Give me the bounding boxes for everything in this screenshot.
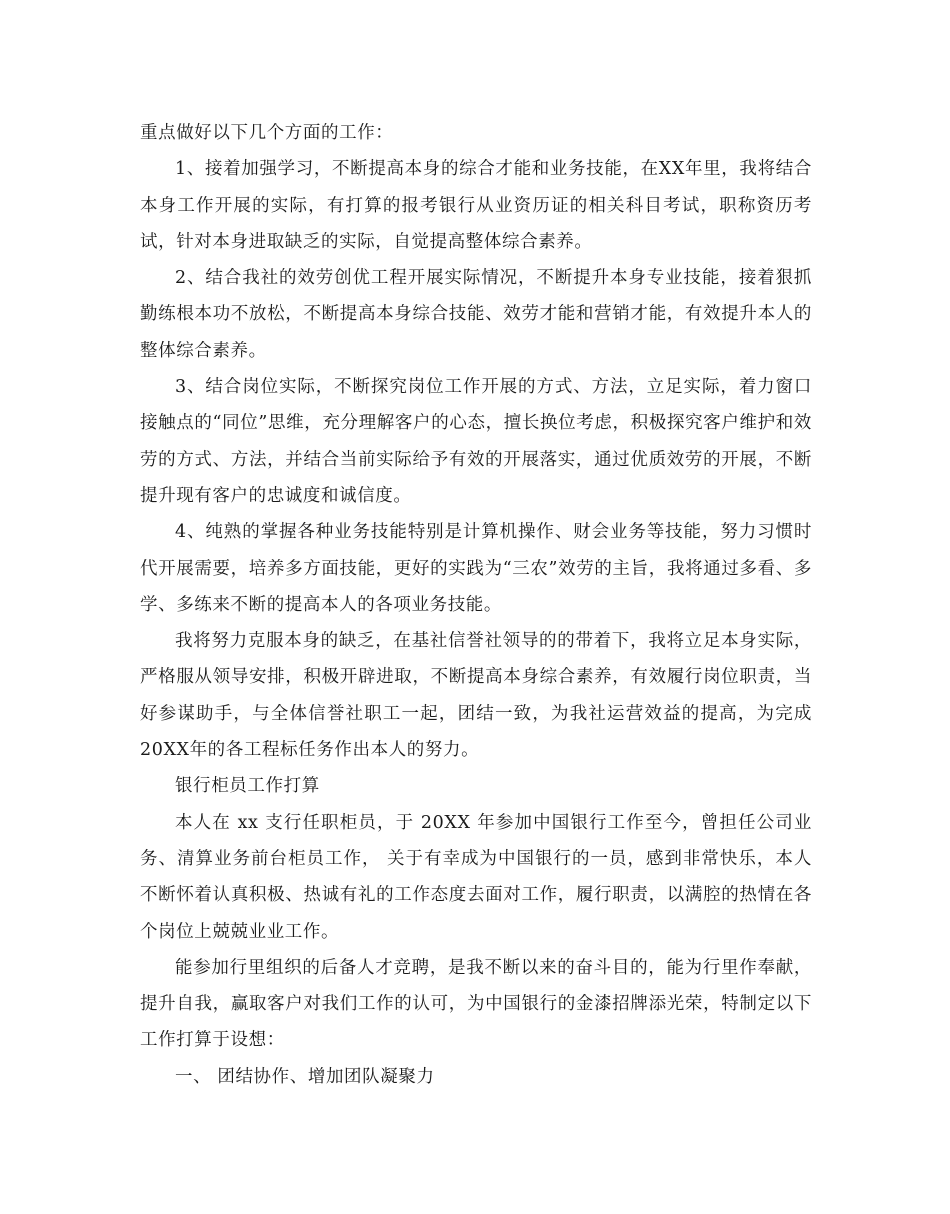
paragraph-item-3: 3、结合岗位实际，不断探究岗位工作开展的方式、方法，立足实际，着力窗口接触点的“同位”思维，充分理解客户的心态，擅长换位考虑，积极探究客户维护和效劳的方式、方法，并结合当前实际给予有效的开展落实，通过优质效劳的开展，不断提升现有客户的忠诚度和诚信度。 (140, 377, 812, 506)
section-heading: 银行柜员工作打算 (175, 776, 320, 797)
paragraph-self-intro: 本人在 xx 支行任职柜员，于 20XX 年参加中国银行工作至今，曾担任公司业务、清算业务前台柜员工作， 关于有幸成为中国银行的一员，感到非常快乐，本人不断怀着认真积极、热诚有礼的工作态度去面对工作，履行职责，以满腔的热情在各个岗位上兢兢业业工作。 (140, 812, 812, 942)
paragraph-intro: 重点做好以下几个方面的工作： (140, 123, 394, 143)
paragraph-goal: 能参加行里组织的后备人才竞聘，是我不断以来的奋斗目的，能为行里作奉献，提升自我，赢取客户对我们工作的认可，为中国银行的金漆招牌添光荣，特制定以下工作打算于设想： (140, 957, 812, 1051)
document-body (140, 115, 812, 1095)
paragraph-item-2: 2、结合我社的效劳创优工程开展实际情况，不断提升本身专业技能，接着狠抓勤练根本功不放松，不断提高本身综合技能、效劳才能和营销才能，有效提升本人的整体综合素养。 (140, 268, 812, 361)
paragraph-item-1: 1、接着加强学习，不断提高本身的综合才能和业务技能，在XX年里，我将结合本身工作开展的实际，有打算的报考银行从业资历证的相关科目考试，职称资历考试，针对本身进取缺乏的实际，自觉提高整体综合素养。 (140, 159, 812, 252)
paragraph-conclusion: 我将努力克服本身的缺乏，在基社信誉社领导的的带着下，我将立足本身实际，严格服从领导安排，积极开辟进取，不断提高本身综合素养，有效履行岗位职责，当好参谋助手，与全体信誉社职工一起，团结一致，为我社运营效益的提高，为完成20XX年的各工程标任务作出本人的努力。 (140, 631, 812, 761)
subheading-teamwork: 一、 团结协作、增加团队凝聚力 (175, 1066, 435, 1087)
paragraph-item-4: 4、纯熟的掌握各种业务技能特别是计算机操作、财会业务等技能，努力习惯时代开展需要，培养多方面技能，更好的实践为“三农”效劳的主旨，我将通过多看、多学、多练来不断的提高本人的各项业务技能。 (140, 522, 812, 615)
